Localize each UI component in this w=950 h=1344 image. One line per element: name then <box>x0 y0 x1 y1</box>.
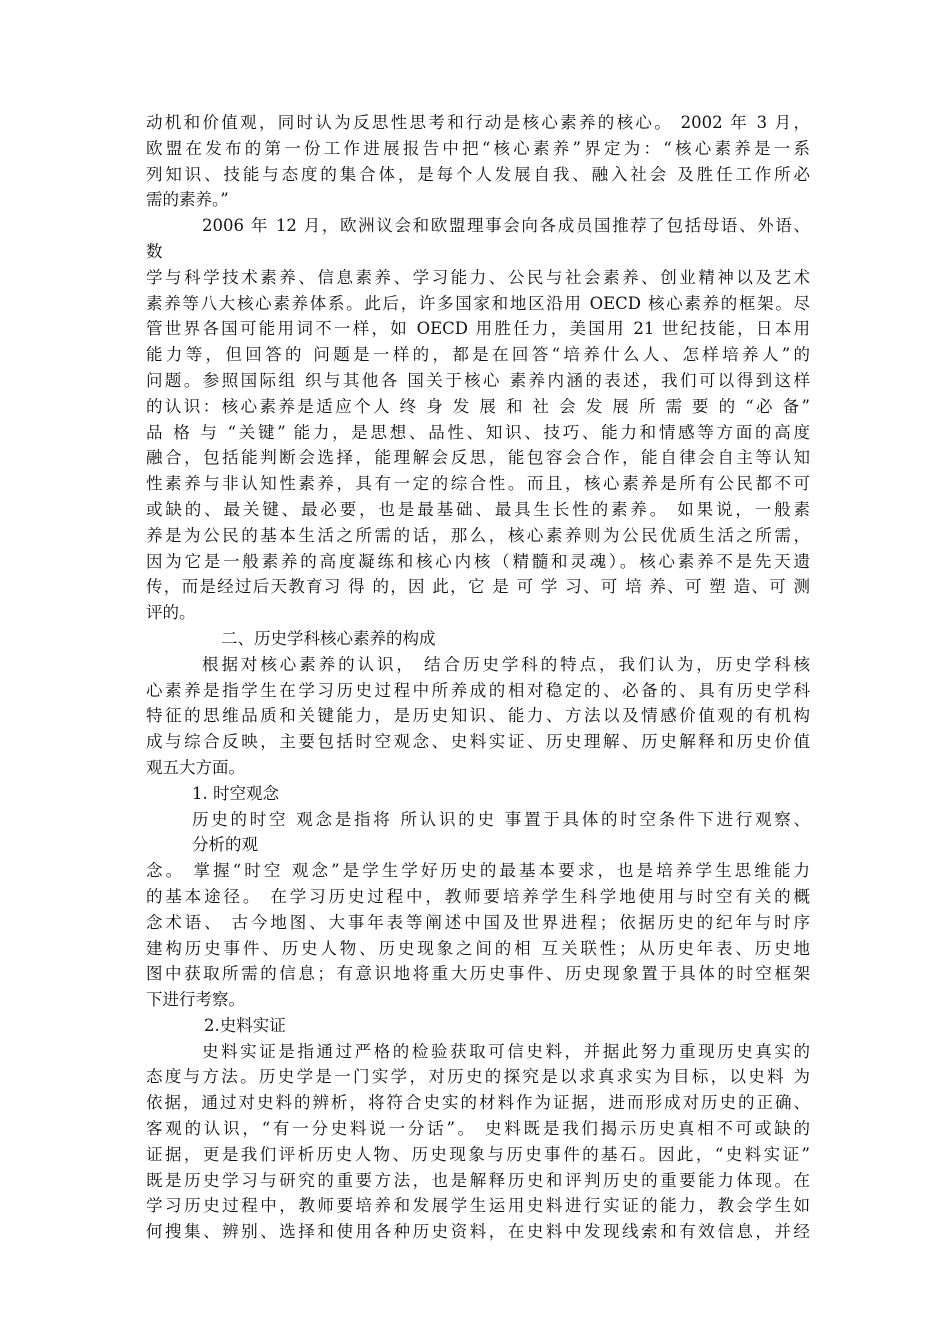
text-line: 素养等八大核心素养体系。此后，许多国家和地区沿用 OECD 核心素养的框架。尽 <box>146 293 810 313</box>
text-line: 态度与方法。历史学是一门实学，对历史的探究是以求真求实为目标，以史料 为 <box>146 1067 810 1087</box>
text-line: 动机和价值观，同时认为反思性思考和行动是核心素养的核心。 2002 年 3 月， <box>146 113 810 132</box>
text-line: 能力等，但回答的 问题是一样的，都是在回答“培养什么人、怎样培养人”的 <box>146 345 810 365</box>
text-line: 需的素养。” <box>146 190 229 210</box>
text-line: 因为它是一般素养的高度凝练和核心内核（精髓和灵魂）。核心素养不是先天遗 <box>146 551 810 571</box>
subheading-2 <box>146 1013 810 1039</box>
text-line: 根据对核心素养的认识， 结合历史学科的特点，我们认为，历史学科核 <box>202 654 810 674</box>
text-line: 特征的思维品质和关键能力，是历史知识、能力、方法以及情感价值观的有机构 <box>146 706 810 726</box>
paragraph-5 <box>146 807 810 859</box>
text-line: 心素养是指学生在学习历史过程中所养成的相对稳定的、必备的、具有历史学科 <box>146 680 810 700</box>
heading-line: 二、历史学科核心素养的构成 <box>221 628 436 648</box>
text-line: 数 <box>146 241 163 261</box>
text-line: 建构历史事件、历史人物、历史现象之间的相 互关联性；从历史年表、历史地 <box>146 938 810 958</box>
text-line: 历史的时空 观念是指将 所认识的史 事置于具体的时空条件下进行观察、 <box>192 809 810 829</box>
text-line: 依据，通过对史料的辨析，将符合史实的材料作为证据，进而形成对历史的正确、 <box>146 1093 810 1113</box>
text-line: 图中获取所需的信息；有意识地将重大历史事件、历史现象置于具体的时空框架 <box>146 964 810 984</box>
text-line: 学与科学技术素养、信息素养、学习能力、公民与社会素养、创业精神以及艺术 <box>146 267 810 287</box>
text-line: 养是为公民的基本生活之所需的话，那么，核心素养则为公民优质生活之所需， <box>146 525 810 545</box>
subheading-1 <box>146 781 810 807</box>
text-line: 念。 掌握“时空 观念”是学生学好历史的最基本要求，也是培养学生思维能力 <box>146 861 810 881</box>
paragraph-3 <box>146 265 810 626</box>
paragraph-1 <box>146 110 810 213</box>
heading-line: 1. 时空观念 <box>192 783 279 803</box>
paragraph-6 <box>146 858 810 1013</box>
text-line: 成与综合反映，主要包括时空观念、史料实证、历史理解、历史解释和历史价值 <box>146 732 810 752</box>
text-line: 学习历史过程中，教师要培养和发展学生运用史料进行实证的能力，教会学生如 <box>146 1196 810 1216</box>
paragraph-4 <box>146 652 810 781</box>
text-line: 的基本途径。 在学习历史过程中，教师要培养学生科学地使用与时空有关的概 <box>146 886 810 906</box>
text-line: 欧盟在发布的第一份工作进展报告中把“核心素养”界定为：“核心素养是一系 <box>146 138 810 158</box>
text-line: 管世界各国可能用词不一样，如 OECD 用胜任力，美国用 21 世纪技能，日本用 <box>146 319 810 339</box>
text-line: 性素养与非认知性素养，具有一定的综合性。而且，核心素养是所有公民都不可 <box>146 474 810 494</box>
text-line: 观五大方面。 <box>146 757 245 777</box>
text-line: 念术语、 古今地图、大事年表等阐述中国及世界进程；依据历史的纪年与时序 <box>146 912 810 932</box>
document-page <box>146 110 810 1245</box>
text-line: 何搜集、辨别、选择和使用各种历史资料，在史料中发现线索和有效信息，并经 <box>146 1222 810 1242</box>
text-line: 问题。参照国际组 织与其他各 国关于核心 素养内涵的表述，我们可以得到这样 <box>146 370 810 390</box>
text-line: 列知识、技能与态度的集合体，是每个人发展自我、融入社会 及胜任工作所必 <box>146 164 810 184</box>
text-line: 证据，更是我们评析历史人物、历史现象与历史事件的基石。因此，“史料实证” <box>146 1144 810 1164</box>
text-line: 分析的观 <box>192 835 258 855</box>
paragraph-2 <box>146 213 810 265</box>
text-line: 客观的认识，“有一分史料说一分话”。 史料既是我们揭示历史真相不可或缺的 <box>146 1119 810 1139</box>
paragraph-7 <box>146 1039 810 1245</box>
text-line: 评的。 <box>146 603 196 623</box>
text-line: 的认识：核心素养是适应个人 终 身 发 展 和 社 会 发 展 所 需 要 的 “必 备” <box>146 396 810 416</box>
text-line: 2006 年 12 月，欧洲议会和欧盟理事会向各成员国推荐了包括母语、外语、 <box>202 216 810 236</box>
text-line: 融合，包括能判断会选择，能理解会反思，能包容会合作，能自律会自主等认知 <box>146 448 810 468</box>
text-line: 传，而是经过后天教育习 得 的，因 此，它 是 可 学 习、可 培 养、可 塑 造、可 测 <box>146 577 810 597</box>
section-heading <box>146 626 810 652</box>
text-line: 既是历史学习与研究的重要方法，也是解释历史和评判历史的重要能力体现。在 <box>146 1170 810 1190</box>
text-line: 下进行考察。 <box>146 990 245 1010</box>
text-line: 史料实证是指通过严格的检验获取可信史料，并据此努力重现历史真实的 <box>202 1041 810 1061</box>
heading-line: 2.史料实证 <box>204 1015 286 1035</box>
text-line: 品 格 与 “关键” 能力，是思想、品性、知识、技巧、能力和情感等方面的高度 <box>146 422 810 442</box>
text-line: 或缺的、最关键、最必要，也是最基础、最具生长性的素养。 如果说，一般素 <box>146 499 810 519</box>
